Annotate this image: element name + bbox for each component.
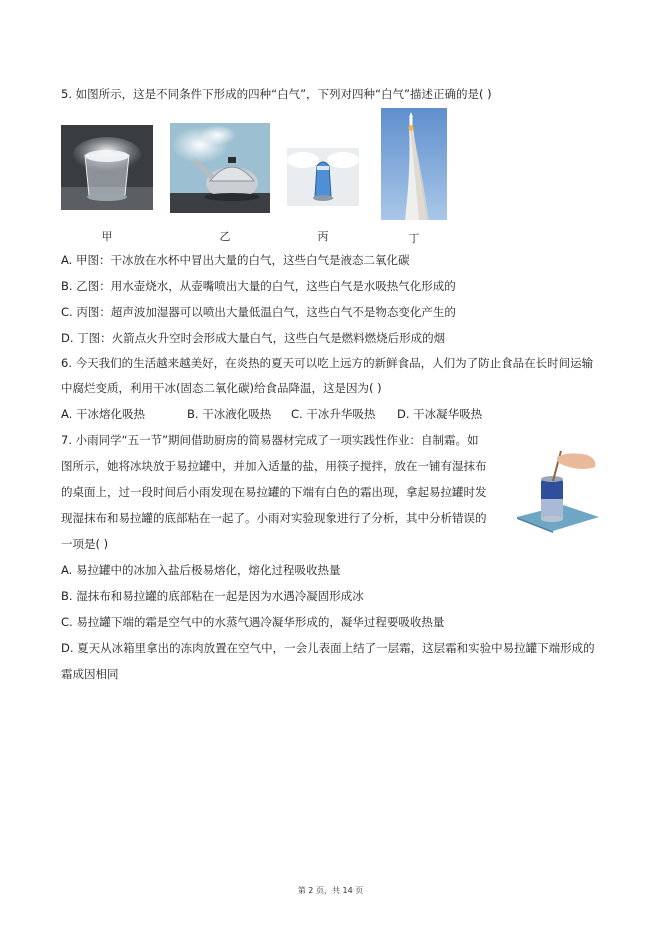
page-footer: 第 2 页，共 14 页 <box>297 886 364 895</box>
figure-q7-can-frost <box>513 447 601 535</box>
q5-option-d[interactable]: D. 丁图：火箭点火升空时会形成大量白气，这些白气是燃料燃烧后形成的烟 <box>61 331 446 345</box>
q7-stem-line-4: 现湿抹布和易拉罐的底部粘在一起了。小雨对实验现象进行了分析，其中分析错误的 <box>61 511 487 525</box>
q7-option-d[interactable]: D. 夏天从冰箱里拿出的冻肉放置在空气中，一会儿表面上结了一层霜，这层霜和实验中易拉罐下端形成的 <box>61 641 595 655</box>
figure-jia-dry-ice <box>61 125 153 210</box>
q7-stem-line-3: 的桌面上，过一段时间后小雨发现在易拉罐的下端有白色的霜出现，拿起易拉罐时发 <box>61 485 487 499</box>
q6-option-a[interactable]: A. 干冰熔化吸热 <box>61 407 145 421</box>
q7-option-b[interactable]: B. 湿抹布和易拉罐的底部粘在一起是因为水遇冷凝固形成冰 <box>61 589 364 603</box>
q6-option-b[interactable]: B. 干冰液化吸热 <box>187 407 272 421</box>
q7-stem-line-1: 7. 小雨同学“五一节”期间借助厨房的简易器材完成了一项实践性作业：自制霜。如 <box>61 433 479 447</box>
q7-option-d-continued: 霜成因相同 <box>61 667 119 681</box>
q7-option-a[interactable]: A. 易拉罐中的冰加入盐后极易熔化，熔化过程吸收热量 <box>61 563 341 577</box>
caption-yi: 乙 <box>219 230 231 243</box>
q7-stem-line-2: 图所示，她将冰块放于易拉罐中，并加入适量的盐，用筷子搅拌，放在一铺有湿抹布 <box>61 459 487 473</box>
q7-option-c[interactable]: C. 易拉罐下端的霜是空气中的水蒸气遇冷凝华形成的，凝华过程要吸收热量 <box>61 615 445 629</box>
q5-option-b[interactable]: B. 乙图：用水壶烧水，从壶嘴喷出大量的白气，这些白气是水吸热气化形成的 <box>61 279 456 293</box>
caption-ding: 丁 <box>408 232 420 245</box>
caption-jia: 甲 <box>101 230 113 243</box>
q6-option-c[interactable]: C. 干冰升华吸热 <box>291 407 376 421</box>
q5-option-a[interactable]: A. 甲图：干冰放在水杯中冒出大量的白气，这些白气是液态二氧化碳 <box>61 253 410 267</box>
q5-stem: 5. 如图所示，这是不同条件下形成的四种“白气”，下列对四种“白气”描述正确的是( ) <box>61 87 492 101</box>
q6-option-d[interactable]: D. 干冰凝华吸热 <box>397 407 483 421</box>
figure-ding-rocket <box>381 108 447 220</box>
q5-option-c[interactable]: C. 丙图：超声波加湿器可以喷出大量低温白气，这些白气不是物态变化产生的 <box>61 305 456 319</box>
figure-bing-humidifier <box>287 148 359 206</box>
q6-stem-line-1: 6. 今天我们的生活越来越美好，在炎热的夏天可以吃上远方的新鲜食品，人们为了防止食品在长时间运输 <box>61 356 594 370</box>
figure-yi-kettle <box>170 123 270 213</box>
q6-stem-line-2: 中腐烂变质，利用干冰(固态二氧化碳)给食品降温，这是因为( ) <box>61 381 382 395</box>
q7-stem-line-5: 一项是( ) <box>61 537 109 551</box>
caption-bing: 丙 <box>317 230 329 243</box>
